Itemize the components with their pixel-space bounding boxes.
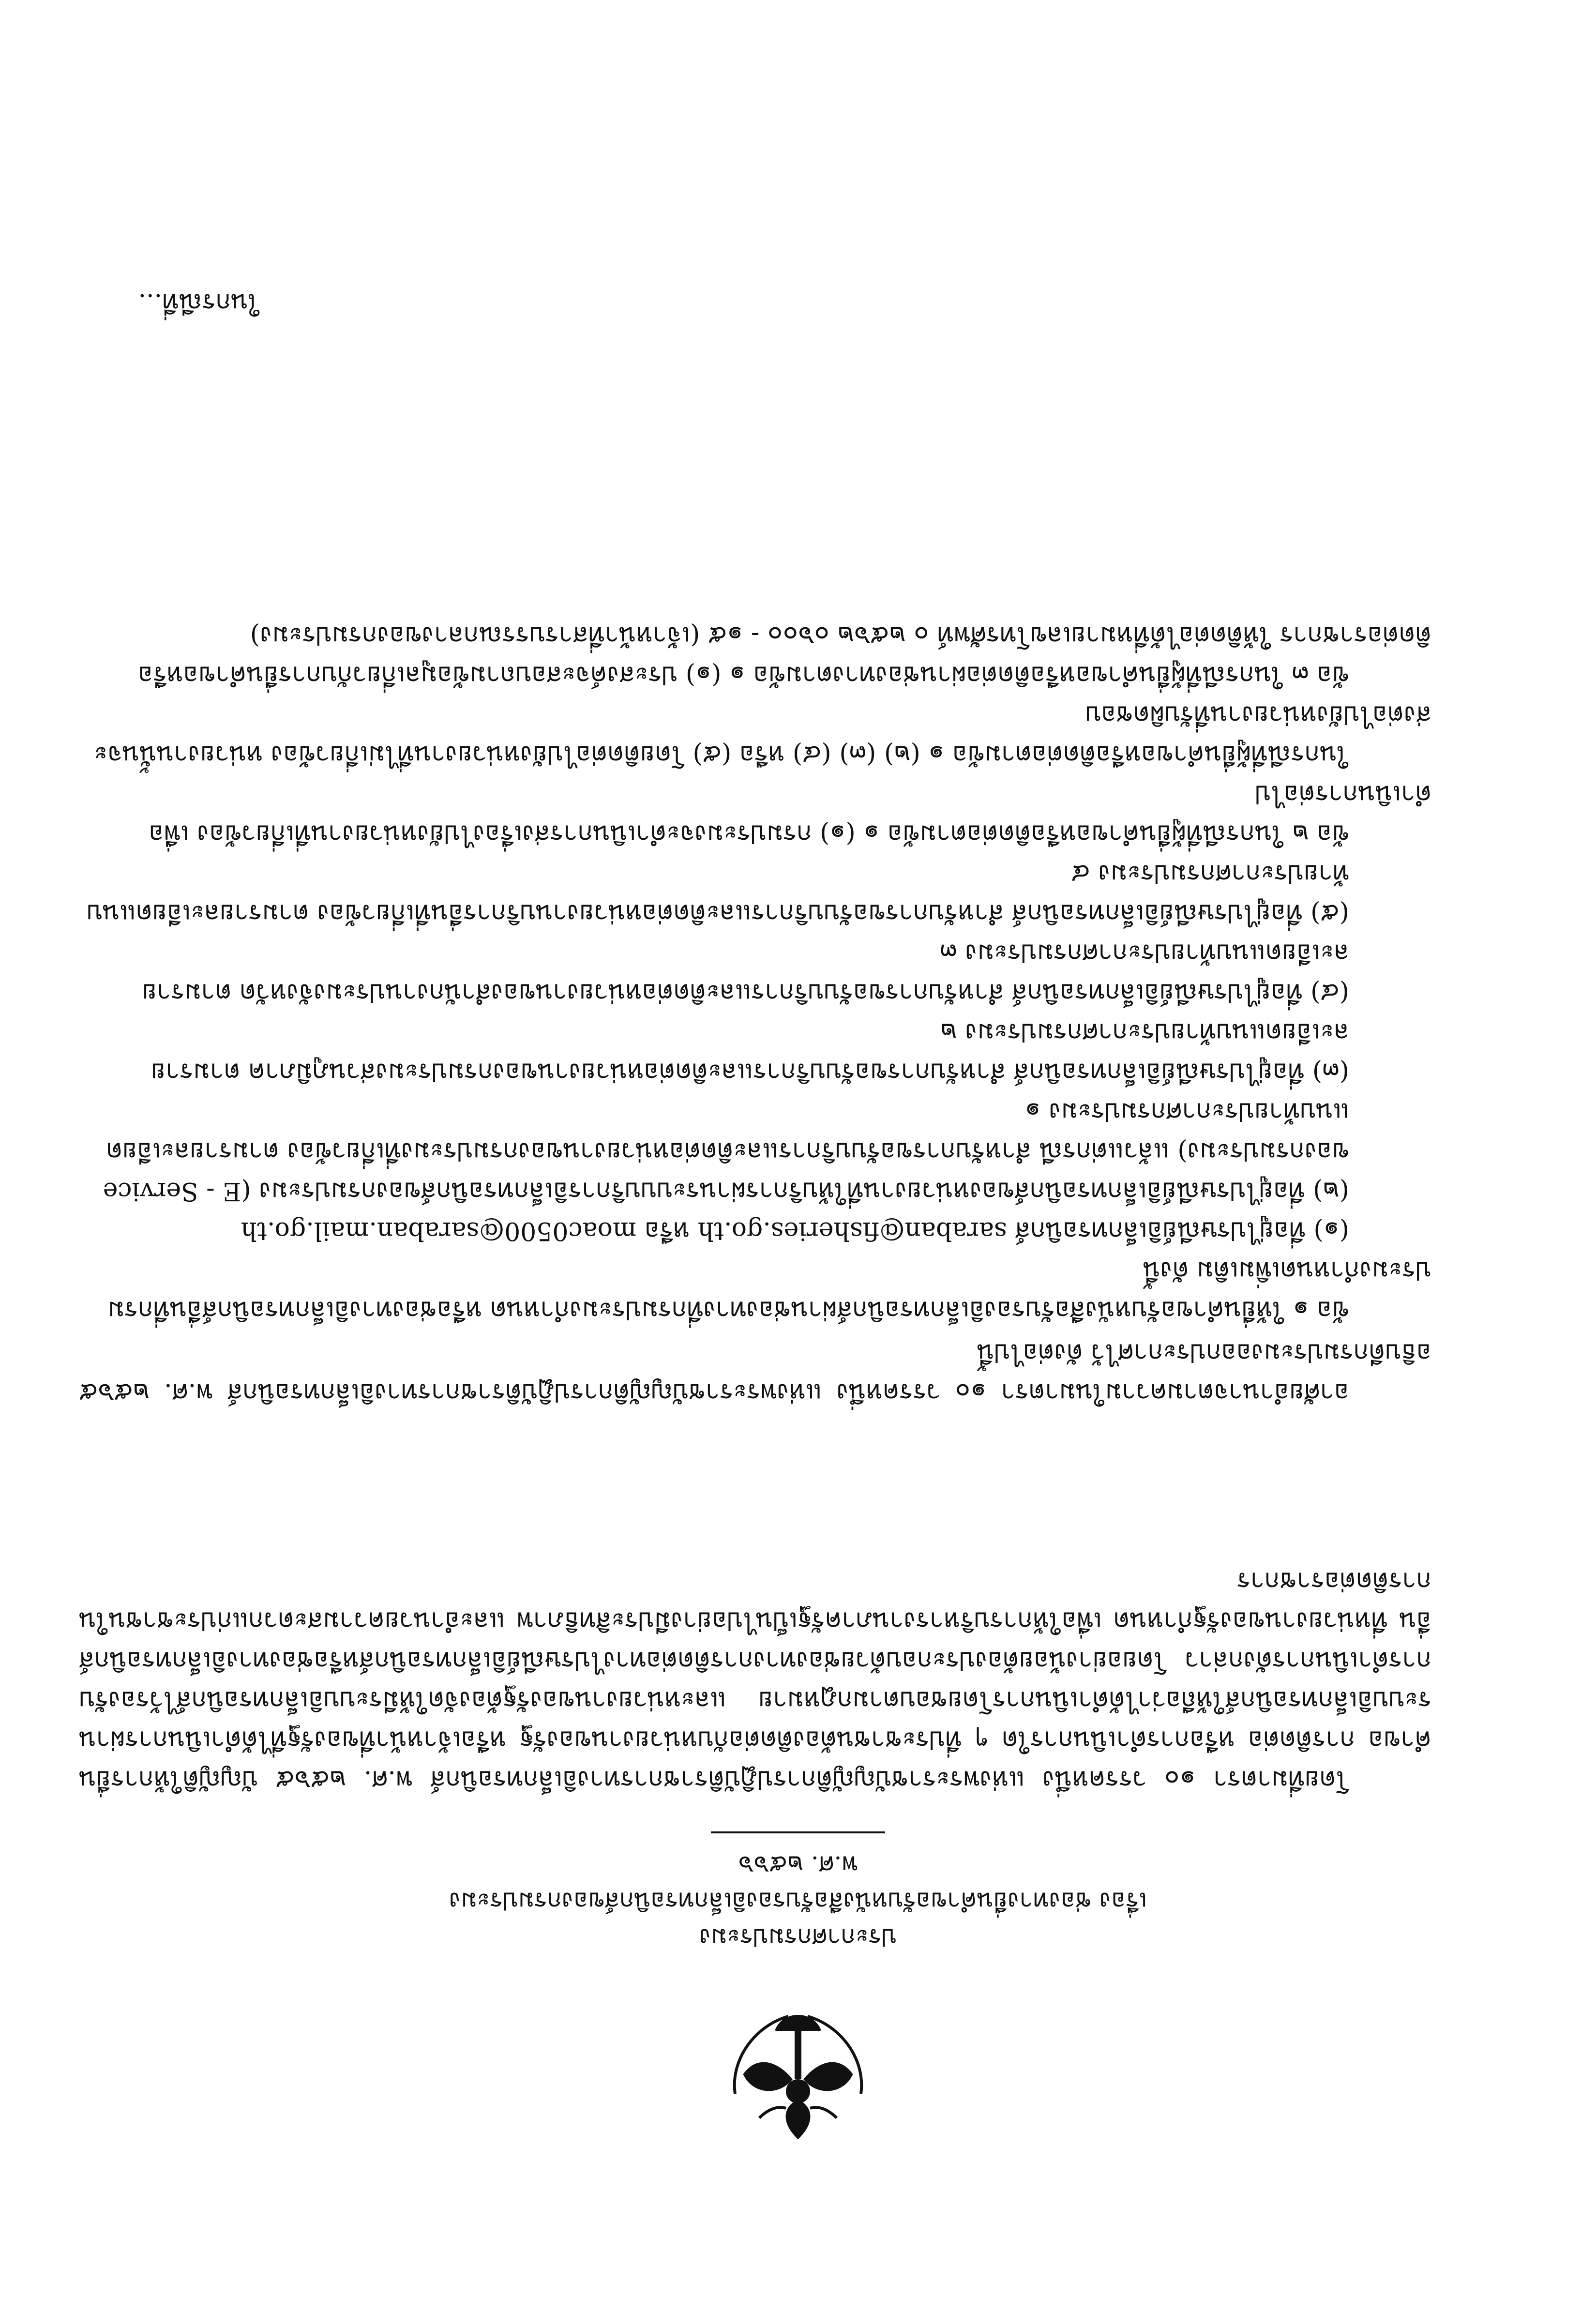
announcement-subject: เรื่อง ช่องทางยื่นคำขอรับหนังสือรับรองอิเล็กทรอนิกส์ของกรมประมง xyxy=(449,1887,1147,1915)
authority-paragraph xyxy=(79,1333,1431,1412)
clause-3-text: ข้อ ๓ ในกรณีที่ผู้ยื่นคำขอหรือติดต่อผ่านช่องทางตามข้อ ๑ (๑) ประสงค์จะสอบถามข้อมูลเกี่ยวกับการยื่นคำขอหรือติดต่อราชการ ให้ติดต่อได้ที่หมายเลขโทรศัพท์ ๐ ๒๕๖๒ ๐๖๐๐ - ๑๕ (เจ้าหน้าที่สารบรรณกลางของกรมประมง) xyxy=(138,621,1431,690)
announcement-heading: ประกาศกรมประมง xyxy=(699,1923,897,1951)
title-divider xyxy=(711,1831,885,1833)
sub-clause-3: (๓) ที่อยู่ไปรษณีย์อิเล็กทรอนิกส์ สำหรับการขอรับบริการและติดต่อหน่วยงานของกรมประมงส่วนภูมิภาค ตามรายละเอียดแนบท้ายประกาศกรมประมง ๒ xyxy=(151,1018,1349,1087)
preamble-paragraph xyxy=(79,1561,1431,1799)
clause-text: ข้อ ๑ ให้ยื่นคำขอรับหนังสือรับรองอิเล็กทรอนิกส์ผ่านช่องทางที่กรมประมงกำหนด หรือช่องทางอิเล็กทรอนิกส์อื่นที่กรมประมงกำหนดเพิ่มเติม ดังนี้ xyxy=(107,1256,1431,1325)
garuda-emblem xyxy=(725,2002,871,2147)
announcement-year: พ.ศ. ๒๕๖๖ xyxy=(738,1851,858,1879)
sub-clause-2: (๒) ที่อยู่ไปรษณีย์อิเล็กทรอนิกส์ของหน่วยงานที่ให้บริการผ่านระบบบริการอิเล็กทรอนิกส์ของกรมประมง (E - Service ของกรมประมง) แล้วแต่กรณี สำหรับการขอรับบริการและติดต่อหน่วยงานของกรมประมงที่เกี่ยวข้อง ตามรายละเอียดแนบท้ายประกาศกรมประมง ๑ xyxy=(103,1097,1349,1206)
clause-2-continued: ในกรณีที่ผู้ยื่นคำขอหรือติดต่อตามข้อ ๑ (๒) (๓) (๔) หรือ (๕) โดยติดต่อไปยังหน่วยงานที่ไม่เกี่ยวข้อง หน่วยงานนั้นจะส่งต่อไปยังหน่วยงานที่รับผิดชอบ xyxy=(94,700,1431,769)
clause-1 xyxy=(79,616,1431,1330)
continuation-marker: ในกรณีที่... xyxy=(138,288,260,317)
paragraph-text: โดยที่มาตรา ๑๐ วรรคหนึ่ง แห่งพระราชบัญญัติการปฏิบัติราชการทางอิเล็กทรอนิกส์ พ.ศ. ๒๕๖๕ บัญญัติให้การยื่นคำขอ การติดต่อ หรือการดำเนินการใด ๆ ที่ประชาชนต้องติดต่อกับหน่วยงานของรัฐ หรือเจ้าหน้าที่ของรัฐที่ได้ดำเนินการผ่านระบบอิเล็กทรอนิกส์ให้ถือว่าได้ดำเนินการโดยชอบตามกฎหมาย และหน่วยงานของรัฐต้องจัดให้มีระบบอิเล็กทรอนิกส์ไว้รองรับการดำเนินการดังกล่าว โดยอย่างน้อยต้องประกอบด้วยช่องทางการติดต่อทางไปรษณีย์อิเล็กทรอนิกส์หรือช่องทางอิเล็กทรอนิกส์อื่น ที่หน่วยงานของรัฐกำหนด เพื่อให้การบริหารงานภาครัฐเป็นไปอย่างมีประสิทธิภาพ และอำนวยความสะดวกแก่ประชาชนในการติดต่อราชการ xyxy=(79,1567,1431,1794)
sub-clause-4: (๔) ที่อยู่ไปรษณีย์อิเล็กทรอนิกส์ สำหรับการขอรับบริการและติดต่อหน่วยงานของสำนักงานประมงจังหวัด ตามรายละเอียดแนบท้ายประกาศกรมประมง ๓ xyxy=(142,938,1349,1007)
paragraph-text: อาศัยอำนาจตามความในมาตรา ๑๐ วรรคหนึ่ง แห่งพระราชบัญญัติการปฏิบัติราชการทางอิเล็กทรอนิกส์ พ.ศ. ๒๕๖๕ อธิบดีกรมประมงออกประกาศไว้ ดังต่อไปนี้ xyxy=(79,1338,1431,1407)
sub-clause-1: (๑) ที่อยู่ไปรษณีย์อิเล็กทรอนิกส์ saraban@fisheries.go.th หรือ moac0500@saraban.mail.go.th xyxy=(241,1216,1349,1245)
sub-clause-5: (๕) ที่อยู่ไปรษณีย์อิเล็กทรอนิกส์ สำหรับการขอรับบริการและติดต่อหน่วยงานบริการอื่นที่เกี่ยวข้อง ตามรายละเอียดแนบท้ายประกาศกรมประมง ๔ xyxy=(86,859,1349,928)
clause-2-text: ข้อ ๒ ในกรณีที่ผู้ยื่นคำขอหรือติดต่อตามข้อ ๑ (๑) กรมประมงจะดำเนินการส่งเรื่องไปยังหน่วยงานที่เกี่ยวข้อง เพื่อดำเนินการต่อไป xyxy=(149,780,1431,848)
